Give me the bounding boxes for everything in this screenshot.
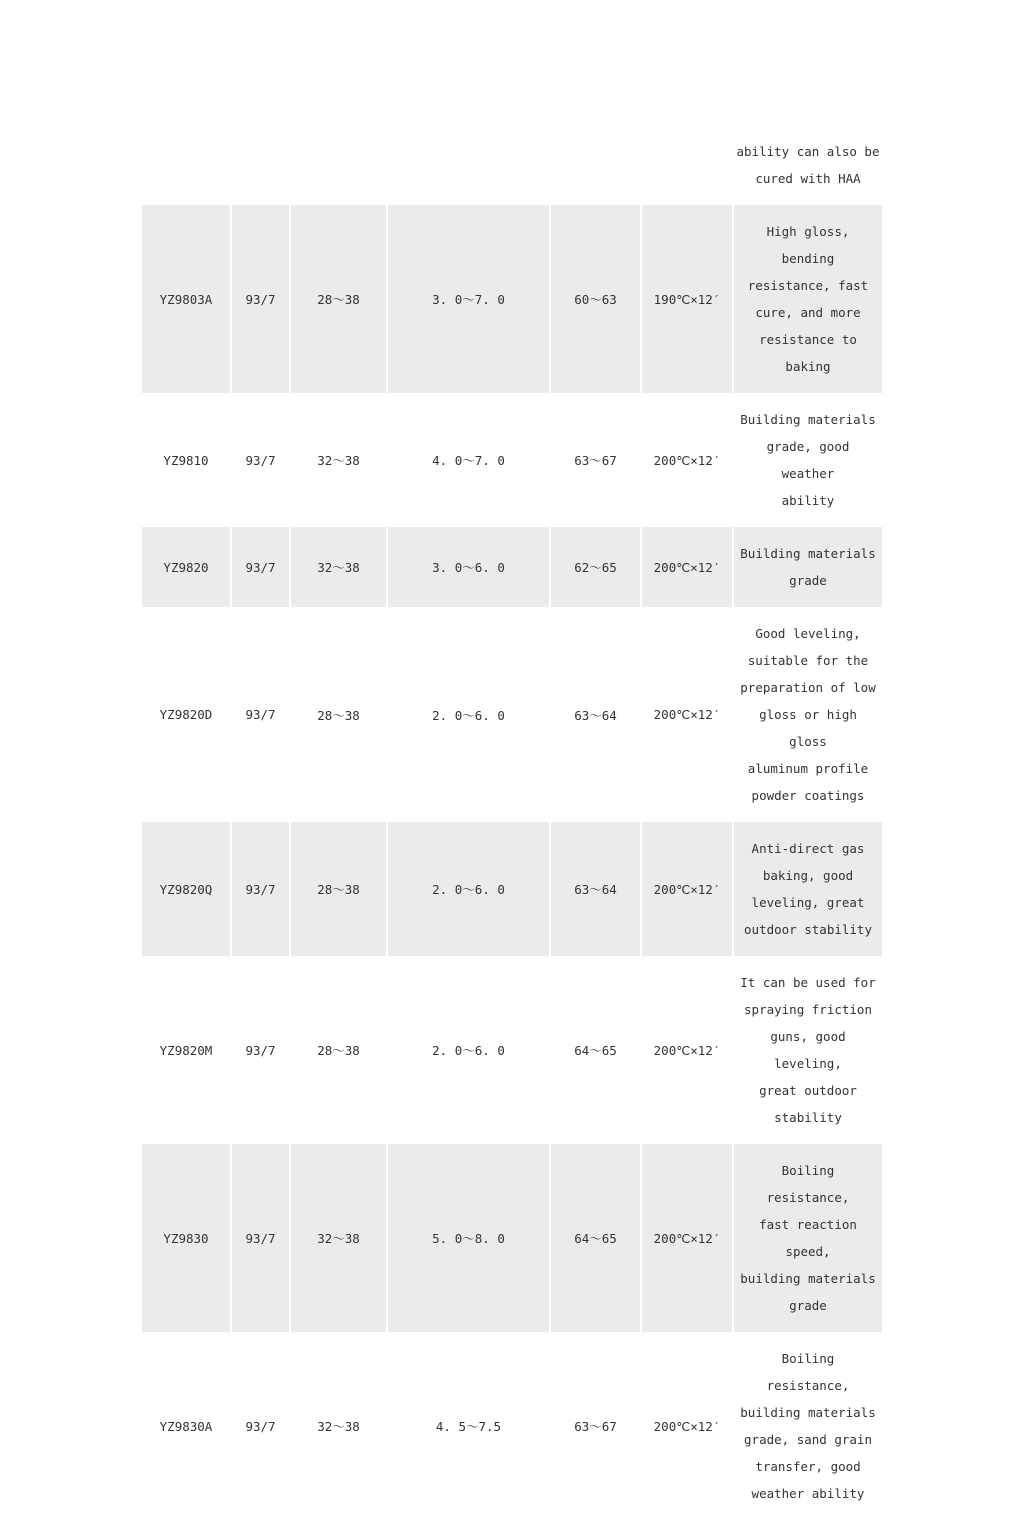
table-row (142, 1332, 882, 1520)
model-cell: YZ9803A (142, 205, 232, 393)
acid-value-cell: 32～38 (291, 1332, 388, 1520)
viscosity-cell: 2. 0～6. 0 (388, 822, 551, 956)
acid-value-cell: 28～38 (291, 822, 388, 956)
tg-cell: 63～64 (551, 607, 642, 822)
ratio-cell: 93/7 (232, 1144, 291, 1332)
ratio-cell: 93/7 (232, 393, 291, 527)
acid-value-cell: 28～38 (291, 956, 388, 1144)
product-spec-table (142, 205, 882, 1520)
tg-cell: 62～65 (551, 527, 642, 607)
cure-cell: 200℃×12′ (642, 1144, 734, 1332)
table-row (142, 393, 882, 527)
ratio-cell: 93/7 (232, 607, 291, 822)
acid-value-cell: 32～38 (291, 393, 388, 527)
table-row (142, 822, 882, 956)
ratio-cell: 93/7 (232, 822, 291, 956)
model-cell: YZ9820D (142, 607, 232, 822)
table-row (142, 956, 882, 1144)
table-row (142, 607, 882, 822)
viscosity-cell: 5. 0～8. 0 (388, 1144, 551, 1332)
cure-cell: 200℃×12′ (642, 822, 734, 956)
tg-cell: 63～64 (551, 822, 642, 956)
carry-over-description: ability can also be cured with HAA (736, 144, 880, 186)
acid-value-cell: 32～38 (291, 527, 388, 607)
viscosity-cell: 2. 0～6. 0 (388, 956, 551, 1144)
description-cell: Building materials grade, good weather ability (734, 393, 882, 527)
description-cell: Boiling resistance, fast reaction speed, building materials grade (734, 1144, 882, 1332)
acid-value-cell: 28～38 (291, 607, 388, 822)
table-row (142, 1144, 882, 1332)
model-cell: YZ9820Q (142, 822, 232, 956)
table-row (142, 527, 882, 607)
description-cell: High gloss, bending resistance, fast cure, and more resistance to baking (734, 205, 882, 393)
description-cell: Good leveling, suitable for the preparation of low gloss or high gloss aluminum profile powder coatings (734, 607, 882, 822)
viscosity-cell: 3. 0～7. 0 (388, 205, 551, 393)
cure-cell: 200℃×12′ (642, 956, 734, 1144)
model-cell: YZ9820M (142, 956, 232, 1144)
tg-cell: 64～65 (551, 1144, 642, 1332)
description-cell: Boiling resistance, building materials grade, sand grain transfer, good weather ability (734, 1332, 882, 1520)
ratio-cell: 93/7 (232, 1332, 291, 1520)
ratio-cell: 93/7 (232, 956, 291, 1144)
tg-cell: 63～67 (551, 1332, 642, 1520)
model-cell: YZ9830 (142, 1144, 232, 1332)
model-cell: YZ9820 (142, 527, 232, 607)
ratio-cell: 93/7 (232, 205, 291, 393)
acid-value-cell: 32～38 (291, 1144, 388, 1332)
viscosity-cell: 3. 0～6. 0 (388, 527, 551, 607)
ratio-cell: 93/7 (232, 527, 291, 607)
viscosity-cell: 2. 0～6. 0 (388, 607, 551, 822)
table-row (142, 205, 882, 393)
cure-cell: 200℃×12′ (642, 393, 734, 527)
acid-value-cell: 28～38 (291, 205, 388, 393)
cure-cell: 200℃×12′ (642, 607, 734, 822)
description-cell: Building materials grade (734, 527, 882, 607)
viscosity-cell: 4. 0～7. 0 (388, 393, 551, 527)
cure-cell: 200℃×12′ (642, 1332, 734, 1520)
model-cell: YZ9830A (142, 1332, 232, 1520)
description-cell: It can be used for spraying friction guns, good leveling, great outdoor stability (734, 956, 882, 1144)
tg-cell: 60～63 (551, 205, 642, 393)
tg-cell: 63～67 (551, 393, 642, 527)
model-cell: YZ9810 (142, 393, 232, 527)
tg-cell: 64～65 (551, 956, 642, 1144)
description-cell: Anti-direct gas baking, good leveling, great outdoor stability (734, 822, 882, 956)
viscosity-cell: 4. 5～7.5 (388, 1332, 551, 1520)
cure-cell: 200℃×12′ (642, 527, 734, 607)
cure-cell: 190℃×12′ (642, 205, 734, 393)
